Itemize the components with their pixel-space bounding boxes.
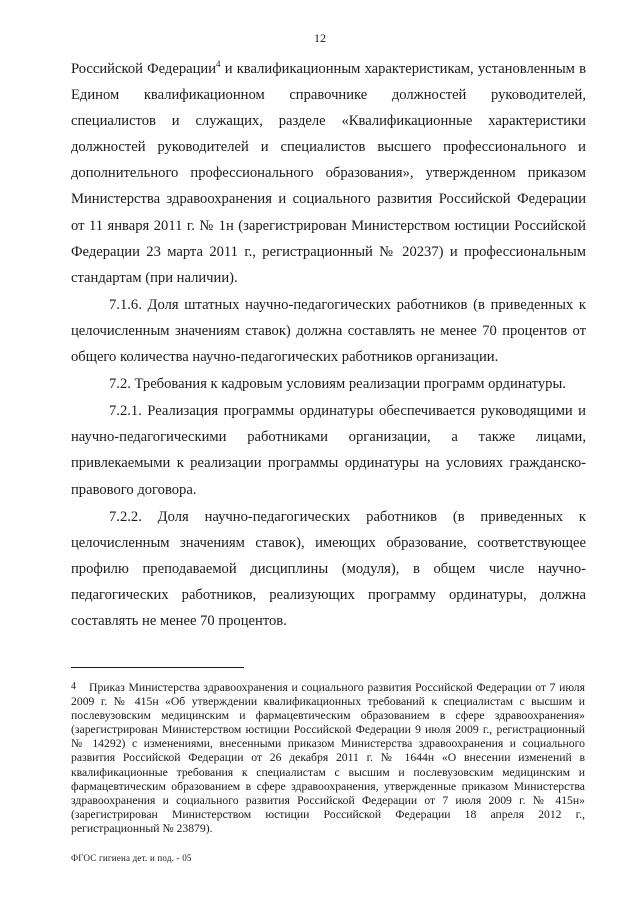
- paragraph-7-2-2: 7.2.2. Доля научно-педагогических работников (в приведенных к целочисленным значениям ставок), имеющих образование, соответствующее профилю преподаваемой дисциплины (модуля), в общем числе научно-педагогических работников, реализующих программу ординатуры, должна составлять не менее 70 процентов.: [71, 508, 586, 629]
- paragraph-text: Российской Федерации: [71, 61, 217, 77]
- footnote-separator: [71, 667, 244, 668]
- paragraph-7-2-1: 7.2.1. Реализация программы ординатуры обеспечивается руководящими и научно-педагогическими работниками организации, а также лицами, привлекаемыми к реализации программы ординатуры на условиях гражданско-правового договора.: [71, 403, 586, 498]
- footnote-text: Приказ Министерства здравоохранения и социального развития Российской Федерации от 7 июля 2009 г. № 415н «Об утверждении квалификационных требований к специалистам с высшим и послевузовским медицинским и фармацевтическим образованием в сфере здравоохранения» (зарегистрирован Министерством юстиции Российской Федерации 9 июля 2009 г., регистрационный № 14292) с изменениями, внесенными приказом Министерства здравоохранения и социального развития Российской Федерации от 26 декабря 2011 г. № 1644н «О внесении изменений в квалификационные требования к специалистам с высшим и послевузовским медицинским и фармацевтическим образованием в сфере здравоохранения, утвержденные приказом Министерства здравоохранения и социального развития Российской Федерации от 7 июля 2009 г. № 415н» (зарегистрирован Министерством юстиции Российской Федерации 18 апреля 2012 г., регистрационный № 23879).: [71, 681, 585, 835]
- footnote-mark: 4: [71, 681, 76, 692]
- document-body: [71, 56, 586, 634]
- footnote-reference[interactable]: 4: [216, 59, 221, 70]
- footnote-4: [71, 680, 585, 836]
- paragraph-7-2: 7.2. Требования к кадровым условиям реализации программ ординатуры.: [109, 376, 566, 393]
- footer-document-code: ФГОС гигиена дет. и под. - 05: [71, 853, 192, 863]
- paragraph-text: и квалификационным характеристикам, установленным в Едином квалификационном справочнике должностей руководителей, специалистов и служащих, разделе «Квалификационные характеристики должностей руководителей и специалистов высшего профессионального и дополнительного профессионального образования», утвержденном приказом Министерства здравоохранения и социального развития Российской Федерации от 11 января 2011 г. № 1н (зарегистрирован Министерством юстиции Российской Федерации 23 марта 2011 г., регистрационный № 20237) и профессиональным стандартам (при наличии).: [71, 61, 586, 286]
- paragraph-continuation: [71, 56, 586, 291]
- page-number: 12: [314, 31, 326, 45]
- paragraph-7-1-6: 7.1.6. Доля штатных научно-педагогических работников (в приведенных к целочисленным значениям ставок) должна составлять не менее 70 процентов от общего количества научно-педагогических работников организации.: [71, 296, 586, 366]
